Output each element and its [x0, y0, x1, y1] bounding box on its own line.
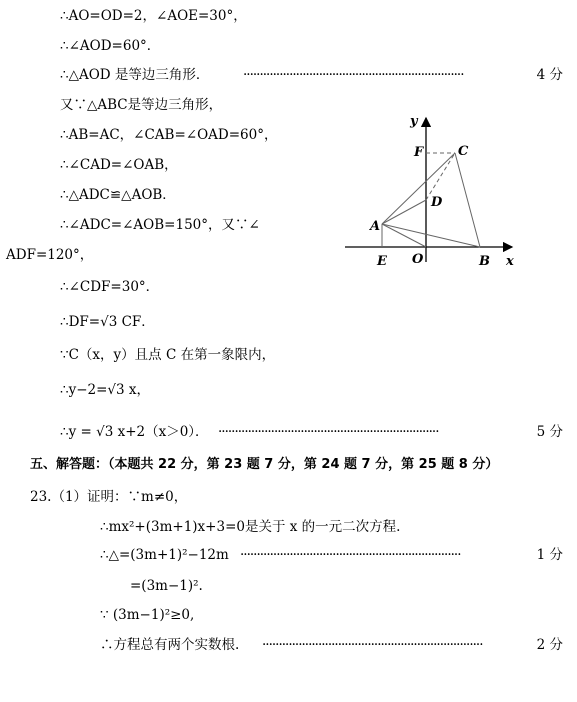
- segment-ab: [382, 224, 480, 247]
- line-ao-od: ∴AO=OD=2，∠AOE=30°，: [60, 8, 247, 24]
- label-d: D: [431, 195, 443, 210]
- line-aod-equilateral: ∴△AOD 是等边三角形．: [60, 67, 210, 83]
- line-y-equation: ∴y = √3 x+2（x＞0）．: [60, 424, 209, 440]
- label-a: A: [370, 219, 381, 234]
- score-5: 5 分: [536, 424, 563, 440]
- line-discriminant: ∴△=(3m+1)²−12m: [100, 547, 229, 563]
- score-4: 4 分: [536, 67, 563, 83]
- line-nonneg: ∵ (3m−1)²≥0,: [100, 607, 195, 623]
- segment-ad: [382, 200, 426, 224]
- segment-ao: [382, 224, 426, 247]
- label-e: E: [377, 254, 387, 269]
- section-heading: 五、解答题：（本题共 22 分，第 23 题 7 分，第 24 题 7 分，第 25 题 8 分）: [30, 457, 499, 472]
- segment-bc: [455, 153, 480, 247]
- label-c: C: [458, 144, 469, 159]
- line-cdf: ∴∠CDF=30°．: [60, 279, 160, 295]
- line-square: =(3m−1)².: [130, 578, 203, 594]
- dot-leader: ···································································: [218, 424, 439, 440]
- line-angle-aod: ∴∠AOD=60°．: [60, 38, 161, 54]
- label-b: B: [479, 254, 490, 269]
- dot-leader: ···································································: [262, 637, 483, 653]
- dot-leader: ···································································: [240, 547, 461, 563]
- line-point-c: ∵C（x，y）且点 C 在第一象限内，: [60, 347, 276, 363]
- label-f: F: [414, 145, 424, 160]
- label-y: y: [410, 114, 418, 129]
- score-2: 2 分: [536, 637, 563, 653]
- score-1: 1 分: [536, 547, 563, 563]
- line-cad-oab: ∴∠CAD=∠OAB，: [60, 157, 178, 173]
- dot-leader: ···································································: [243, 67, 464, 83]
- line-two-roots: ∴方程总有两个实数根.: [100, 637, 240, 653]
- line-df-cf: ∴DF=√3 CF．: [60, 314, 155, 330]
- label-o: O: [412, 252, 424, 267]
- line-quadratic: ∴mx²+(3m+1)x+3=0是关于 x 的一元二次方程.: [100, 519, 401, 535]
- line-ab-ac: ∴AB=AC，∠CAB=∠OAD=60°，: [60, 127, 278, 143]
- line-adf: ADF=120°，: [6, 247, 94, 263]
- line-adc-aob: ∴∠ADC=∠AOB=150°，又∵∠: [60, 217, 260, 233]
- label-x: x: [506, 254, 514, 269]
- line-congruent: ∴△ADC≌△AOB．: [60, 187, 176, 203]
- segment-ac: [382, 153, 455, 224]
- line-23-proof: 23.（1）证明：∵m≠0，: [30, 489, 188, 505]
- line-y-minus-2: ∴y−2=√3 x，: [60, 382, 151, 398]
- line-abc-equilateral: 又∵△ABC是等边三角形，: [60, 97, 223, 113]
